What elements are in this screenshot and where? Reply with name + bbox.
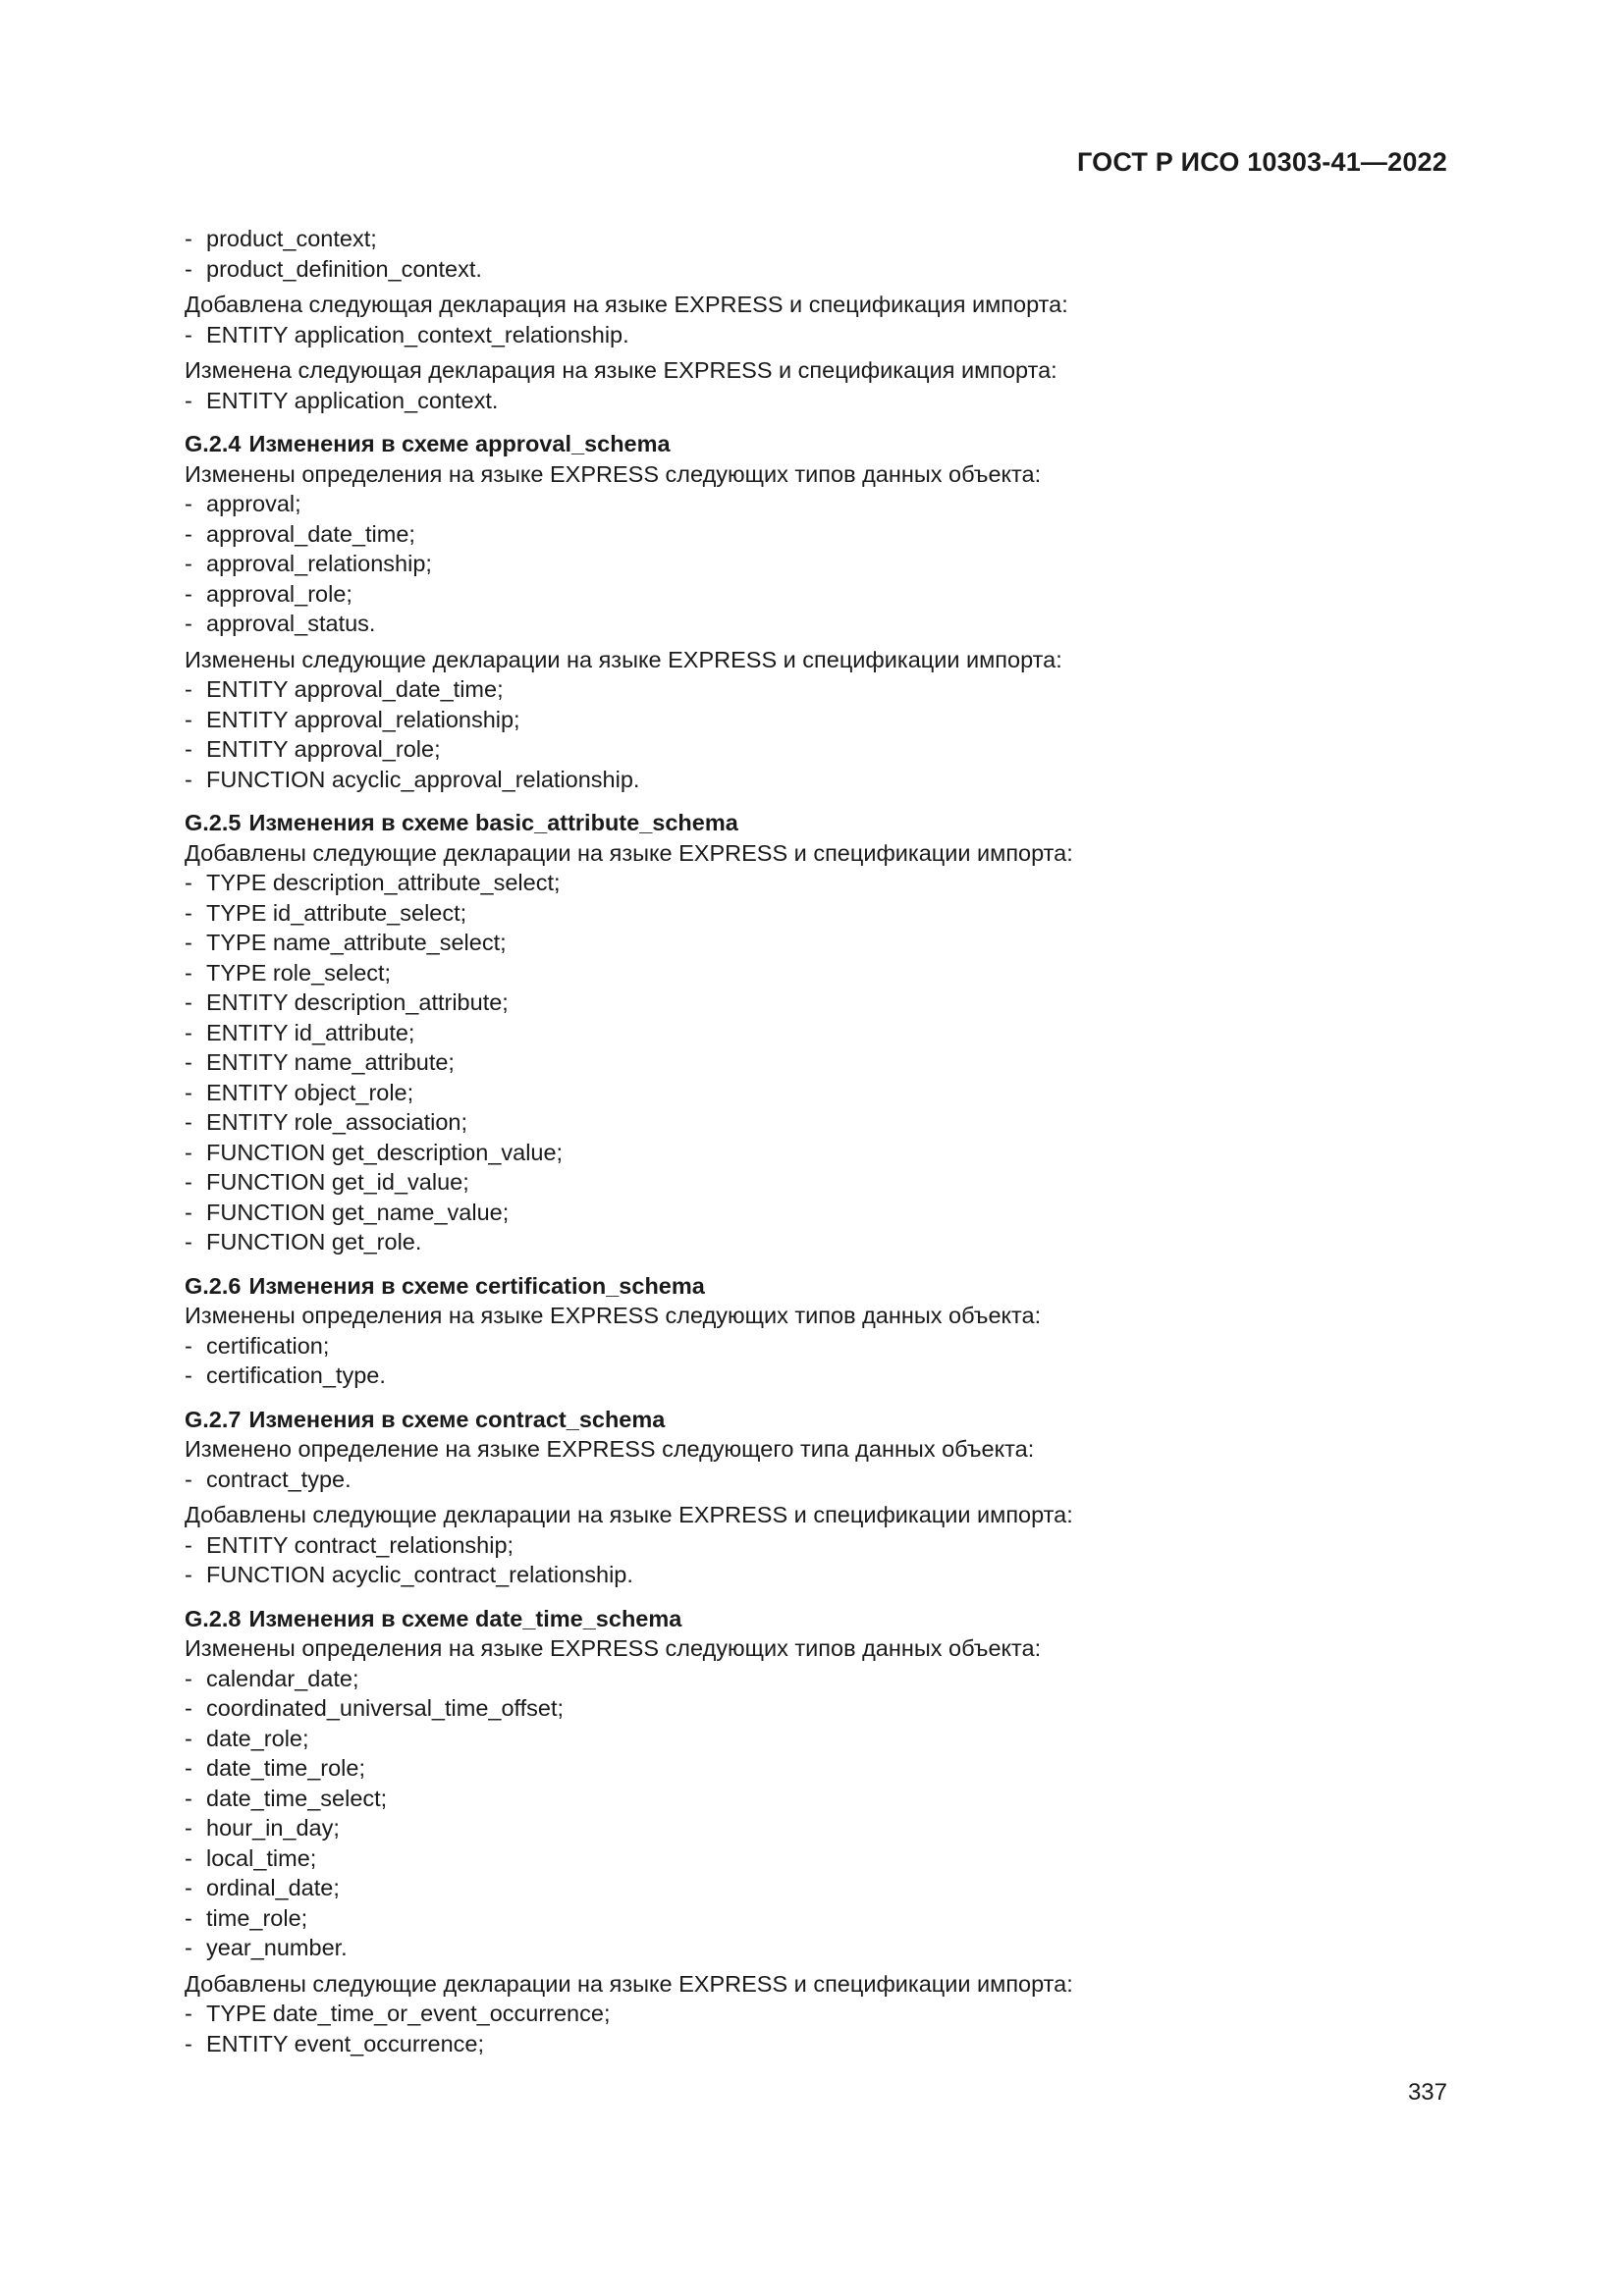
- list-item: [185, 1167, 1451, 1198]
- list-item: [185, 1198, 1451, 1228]
- list-dash: -: [185, 1229, 192, 1255]
- list-dash: -: [185, 1199, 192, 1225]
- list-dash: -: [185, 551, 192, 576]
- list-dash: -: [185, 580, 192, 607]
- list-item-text: FUNCTION get_id_value;: [206, 1169, 469, 1195]
- list-dash: -: [185, 930, 192, 955]
- section-title: Изменения в схеме approval_schema: [248, 431, 671, 456]
- list-item-text: calendar_date;: [206, 1665, 359, 1691]
- list-dash: -: [185, 676, 192, 702]
- list-item: [185, 958, 1451, 988]
- list-dash: -: [185, 1362, 192, 1388]
- list-dash: -: [185, 1562, 192, 1587]
- list-dash: -: [185, 491, 192, 516]
- list-item: [185, 1078, 1451, 1108]
- paragraph: Изменена следующая декларация на языке EXPRESS и спецификация импорта:: [185, 357, 1057, 383]
- section-title: Изменения в схеме basic_attribute_schema: [248, 810, 738, 835]
- section-number: G.2.7: [185, 1406, 242, 1432]
- list-dash: -: [185, 989, 192, 1015]
- paragraph: Изменены определения на языке EXPRESS следующих типов данных объекта:: [185, 1303, 1042, 1328]
- list-item: [185, 1813, 1451, 1843]
- list-item-text: ENTITY application_context_relationship.: [206, 321, 629, 347]
- paragraph: Добавлены следующие декларации на языке EXPRESS и спецификации импорта:: [185, 839, 1073, 866]
- list-dash: -: [185, 766, 192, 792]
- list-item-text: ENTITY application_context.: [206, 387, 499, 413]
- list-dash: -: [185, 1695, 192, 1721]
- section-heading: [185, 1604, 1451, 1634]
- list-dash: -: [185, 1904, 192, 1931]
- list-item-text: ENTITY approval_date_time;: [206, 676, 504, 702]
- list-item: [185, 549, 1451, 579]
- list-dash: -: [185, 1844, 192, 1871]
- list-dash: -: [185, 1935, 192, 1960]
- list-item: [185, 1530, 1451, 1561]
- list-item: [185, 734, 1451, 765]
- page-content: [185, 224, 1451, 2058]
- list-item-text: ENTITY description_attribute;: [206, 989, 509, 1015]
- list-item: [185, 988, 1451, 1018]
- list-item-text: local_time;: [206, 1844, 317, 1871]
- list-dash: -: [185, 1049, 192, 1075]
- list-item: [185, 705, 1451, 735]
- list-dash: -: [185, 899, 192, 926]
- list-item-text: ENTITY event_occurrence;: [206, 2030, 484, 2056]
- list-dash: -: [185, 1466, 192, 1492]
- paragraph: Изменены следующие декларации на языке EXPRESS и спецификации импорта:: [185, 646, 1062, 672]
- list-item-text: approval_relationship;: [206, 551, 432, 576]
- list-item-text: FUNCTION acyclic_contract_relationship.: [206, 1562, 633, 1587]
- list-item: [185, 674, 1451, 705]
- list-item-text: date_time_role;: [206, 1755, 365, 1781]
- section-title: Изменения в схеме certification_schema: [248, 1272, 705, 1299]
- list-item: [185, 1999, 1451, 2029]
- list-item: [185, 1560, 1451, 1590]
- list-item-text: TYPE date_time_or_event_occurrence;: [206, 2001, 611, 2026]
- list-item: [185, 386, 1451, 416]
- list-item: [185, 868, 1451, 898]
- list-dash: -: [185, 736, 192, 762]
- section-heading: [185, 429, 1451, 459]
- list-item-text: ENTITY contract_relationship;: [206, 1531, 514, 1558]
- list-item: [185, 1227, 1451, 1257]
- list-dash: -: [185, 959, 192, 986]
- list-dash: -: [185, 706, 192, 732]
- list-dash: -: [185, 321, 192, 347]
- paragraph: Изменено определение на языке EXPRESS следующего типа данных объекта:: [185, 1436, 1035, 1462]
- list-dash: -: [185, 870, 192, 895]
- list-dash: -: [185, 2030, 192, 2056]
- section-number: G.2.8: [185, 1605, 242, 1631]
- list-item: [185, 489, 1451, 519]
- paragraph: Добавлены следующие декларации на языке EXPRESS и спецификации импорта:: [185, 1502, 1073, 1527]
- list-item: [185, 1784, 1451, 1814]
- list-item-text: approval;: [206, 491, 301, 516]
- list-item-text: FUNCTION acyclic_approval_relationship.: [206, 766, 640, 792]
- list-item-text: ENTITY name_attribute;: [206, 1049, 455, 1075]
- list-dash: -: [185, 1109, 192, 1135]
- list-item: [185, 1933, 1451, 1963]
- paragraph: Добавлены следующие декларации на языке EXPRESS и спецификации импорта:: [185, 1970, 1073, 1997]
- list-item: [185, 1331, 1451, 1362]
- list-item: [185, 1753, 1451, 1784]
- section-heading: [185, 1405, 1451, 1435]
- section-number: G.2.4: [185, 431, 242, 456]
- list-item: [185, 1664, 1451, 1694]
- list-dash: -: [185, 1665, 192, 1691]
- list-item-text: TYPE name_attribute_select;: [206, 930, 507, 955]
- section-title: Изменения в схеме date_time_schema: [248, 1605, 682, 1631]
- list-dash: -: [185, 1079, 192, 1105]
- list-dash: -: [185, 387, 192, 413]
- section-heading: [185, 808, 1451, 838]
- list-item-text: ordinal_date;: [206, 1875, 340, 1900]
- list-item-text: certification_type.: [206, 1362, 386, 1388]
- list-dash: -: [185, 1875, 192, 1900]
- list-item-text: certification;: [206, 1332, 330, 1359]
- list-item-text: date_role;: [206, 1725, 309, 1751]
- list-item: [185, 579, 1451, 610]
- list-item: [185, 609, 1451, 639]
- list-dash: -: [185, 1755, 192, 1781]
- list-item-text: TYPE description_attribute_select;: [206, 870, 561, 895]
- list-item: [185, 1047, 1451, 1078]
- list-item-text: year_number.: [206, 1935, 348, 1960]
- paragraph: Добавлена следующая декларация на языке EXPRESS и спецификация импорта:: [185, 292, 1068, 317]
- list-item: [185, 898, 1451, 929]
- list-dash: -: [185, 226, 192, 251]
- list-item: [185, 1693, 1451, 1724]
- list-dash: -: [185, 1019, 192, 1045]
- list-item: [185, 1873, 1451, 1903]
- list-item-text: TYPE id_attribute_select;: [206, 899, 467, 926]
- list-item: [185, 928, 1451, 958]
- paragraph: Изменены определения на языке EXPRESS следующих типов данных объекта:: [185, 1635, 1042, 1661]
- list-item-text: hour_in_day;: [206, 1815, 340, 1841]
- page-number: 337: [1407, 2079, 1447, 2106]
- list-item: [185, 1465, 1451, 1495]
- list-item-text: FUNCTION get_name_value;: [206, 1199, 510, 1225]
- list-dash: -: [185, 520, 192, 547]
- list-dash: -: [185, 1725, 192, 1751]
- list-item: [185, 765, 1451, 795]
- list-item: [185, 1138, 1451, 1168]
- list-item: [185, 254, 1451, 285]
- list-dash: -: [185, 255, 192, 282]
- list-item-text: FUNCTION get_description_value;: [206, 1139, 564, 1165]
- list-item-text: product_definition_context.: [206, 255, 482, 282]
- list-item-text: FUNCTION get_role.: [206, 1229, 422, 1255]
- list-item-text: time_role;: [206, 1904, 308, 1931]
- list-item: [185, 1843, 1451, 1874]
- list-item: [185, 1724, 1451, 1754]
- section-heading: [185, 1271, 1451, 1302]
- list-dash: -: [185, 1531, 192, 1558]
- list-item: [185, 224, 1451, 254]
- section-number: G.2.6: [185, 1272, 242, 1299]
- list-item-text: ENTITY id_attribute;: [206, 1019, 415, 1045]
- paragraph: Изменены определения на языке EXPRESS следующих типов данных объекта:: [185, 460, 1042, 487]
- list-item-text: coordinated_universal_time_offset;: [206, 1695, 565, 1721]
- list-item: [185, 1018, 1451, 1048]
- list-item: [185, 1903, 1451, 1934]
- list-item: [185, 519, 1451, 550]
- list-item-text: contract_type.: [206, 1466, 352, 1492]
- section-number: G.2.5: [185, 810, 242, 835]
- list-dash: -: [185, 1332, 192, 1359]
- list-item-text: date_time_select;: [206, 1785, 388, 1811]
- list-item-text: product_context;: [206, 226, 377, 251]
- list-dash: -: [185, 1785, 192, 1811]
- list-item-text: ENTITY approval_relationship;: [206, 706, 520, 732]
- list-dash: -: [185, 2001, 192, 2026]
- list-item: [185, 1107, 1451, 1138]
- list-item-text: ENTITY role_association;: [206, 1109, 468, 1135]
- list-item-text: approval_role;: [206, 580, 352, 607]
- standard-designation: ГОСТ Р ИСО 10303-41—2022: [1077, 147, 1447, 177]
- list-dash: -: [185, 1815, 192, 1841]
- list-item-text: ENTITY approval_role;: [206, 736, 441, 762]
- list-item-text: approval_status.: [206, 611, 376, 636]
- list-item-text: TYPE role_select;: [206, 959, 392, 986]
- list-item: [185, 1361, 1451, 1391]
- section-title: Изменения в схеме contract_schema: [248, 1406, 666, 1432]
- list-dash: -: [185, 1169, 192, 1195]
- list-dash: -: [185, 611, 192, 636]
- list-item-text: approval_date_time;: [206, 520, 415, 547]
- list-item: [185, 2029, 1451, 2059]
- list-item-text: ENTITY object_role;: [206, 1079, 414, 1105]
- list-item: [185, 320, 1451, 350]
- list-dash: -: [185, 1139, 192, 1165]
